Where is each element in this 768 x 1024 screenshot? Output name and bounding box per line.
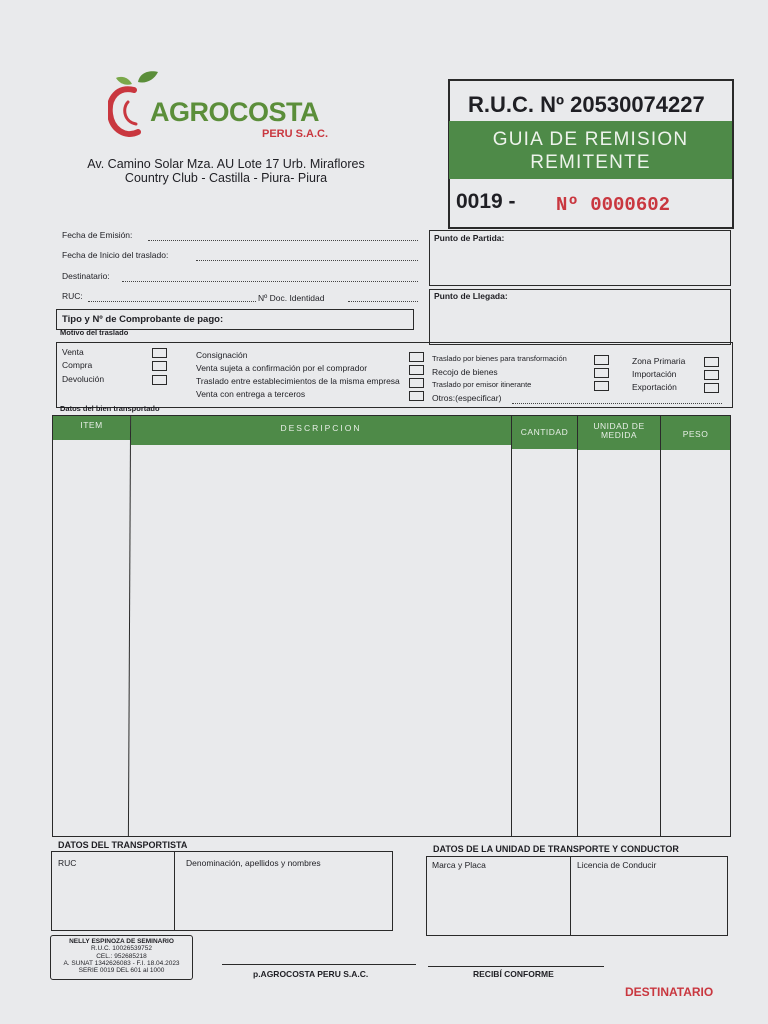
column-header-unidad: UNIDAD DE MEDIDA — [578, 416, 660, 450]
signature-line-remitente[interactable] — [222, 964, 416, 965]
fecha-emision-label: Fecha de Emisión: — [62, 230, 133, 240]
transportista-ruc-field[interactable] — [52, 868, 173, 930]
transportista-denominacion-label: Denominación, apellidos y nombres — [186, 858, 321, 868]
motivo-title: Motivo del traslado — [60, 328, 129, 337]
destinatario-field[interactable] — [122, 281, 418, 282]
motivo-emisor-itinerante: Traslado por emisor itinerante — [432, 380, 532, 389]
motivo-otros: Otros:(especificar) — [432, 393, 502, 403]
checkbox-devolucion[interactable] — [152, 375, 167, 385]
fecha-inicio-label: Fecha de Inicio del traslado: — [62, 250, 169, 260]
doc-identidad-label: Nº Doc. Identidad — [258, 293, 325, 303]
copy-destination-label: DESTINATARIO — [625, 985, 714, 999]
marca-placa-label: Marca y Placa — [432, 860, 486, 870]
motivo-transformacion: Traslado por bienes para transformación — [432, 354, 567, 363]
items-table — [52, 415, 731, 837]
ruc-number: R.U.C. Nº 20530074227 — [468, 92, 705, 117]
motivo-exportacion: Exportación — [632, 382, 677, 392]
series-number: 0019 - — [456, 190, 516, 213]
motivo-zona-primaria: Zona Primaria — [632, 356, 686, 366]
ruc-label: RUC: — [62, 291, 83, 301]
document-title-line-2: REMITENTE — [530, 152, 651, 173]
column-header-descripcion: DESCRIPCION — [131, 416, 511, 445]
doc-identidad-field[interactable] — [348, 301, 418, 302]
motivo-venta-terceros: Venta con entrega a terceros — [196, 389, 306, 399]
transportista-denominacion-field[interactable] — [176, 868, 392, 930]
brand-subtitle: PERU S.A.C. — [262, 128, 329, 140]
licencia-label: Licencia de Conducir — [577, 860, 657, 870]
fecha-inicio-field[interactable] — [196, 260, 418, 261]
otros-especificar-field[interactable] — [512, 403, 722, 404]
company-address — [48, 157, 404, 185]
licencia-field[interactable] — [572, 872, 727, 935]
motivo-consignacion: Consignación — [196, 350, 248, 360]
items-table-title: Datos del bien transportado — [60, 404, 160, 413]
punto-partida-label: Punto de Partida: — [434, 233, 505, 243]
document-number: Nº 0000602 — [556, 194, 671, 216]
checkbox-venta-terceros[interactable] — [409, 391, 424, 401]
checkbox-traslado-establecimientos[interactable] — [409, 378, 424, 388]
motivo-importacion: Importación — [632, 369, 677, 379]
motivo-devolucion: Devolución — [62, 374, 105, 384]
checkbox-compra[interactable] — [152, 361, 167, 371]
ruc-field[interactable] — [88, 301, 256, 302]
checkbox-consignacion[interactable] — [409, 352, 424, 362]
printer-sunat: A. SUNAT 1342626083 - F.I. 18.04.2023 — [63, 959, 180, 967]
checkbox-transformacion[interactable] — [594, 355, 609, 365]
printer-ruc: R.U.C. 10026539752 — [90, 945, 153, 953]
transportista-ruc-label: RUC — [58, 858, 77, 868]
column-header-cantidad: CANTIDAD — [512, 416, 577, 449]
checkbox-zona-primaria[interactable] — [704, 357, 719, 367]
motivo-recojo: Recojo de bienes — [432, 367, 498, 377]
checkbox-emisor-itinerante[interactable] — [594, 381, 609, 391]
column-header-peso: PESO — [661, 416, 730, 450]
printer-info-box — [50, 935, 193, 980]
checkbox-recojo[interactable] — [594, 368, 609, 378]
checkbox-venta-sujeta[interactable] — [409, 365, 424, 375]
brand-name: AGROCOSTA — [150, 97, 319, 127]
checkbox-importacion[interactable] — [704, 370, 719, 380]
destinatario-label: Destinatario: — [62, 271, 110, 281]
motivo-compra: Compra — [62, 360, 93, 370]
punto-llegada-label: Punto de Llegada: — [434, 291, 508, 301]
column-divider — [511, 416, 512, 836]
signature-remitente-label: p.AGROCOSTA PERU S.A.C. — [253, 969, 369, 979]
fecha-emision-field[interactable] — [148, 240, 418, 241]
comprobante-label: Tipo y Nº de Comprobante de pago: — [62, 314, 224, 325]
column-divider — [577, 416, 578, 836]
printer-name: NELLY ESPINOZA DE SEMINARIO — [69, 938, 174, 945]
document-title-band — [449, 121, 732, 179]
transportista-title: DATOS DEL TRANSPORTISTA — [58, 840, 188, 850]
address-line-2: Country Club - Castilla - Piura- Piura — [124, 171, 328, 185]
address-line-1: Av. Camino Solar Mza. AU Lote 17 Urb. Miraflores — [87, 157, 365, 171]
column-header-item: ITEM — [53, 416, 130, 440]
marca-placa-field[interactable] — [427, 872, 569, 935]
printer-serie: SERIE 0019 DEL 601 al 1000 — [78, 967, 165, 975]
checkbox-venta[interactable] — [152, 348, 167, 358]
recibi-conforme-label: RECIBÍ CONFORME — [473, 969, 554, 979]
printer-phone: CEL.: 952685218 — [96, 952, 147, 960]
motivo-venta: Venta — [62, 347, 84, 357]
motivo-venta-sujeta: Venta sujeta a confirmación por el comprador — [196, 363, 368, 373]
checkbox-exportacion[interactable] — [704, 383, 719, 393]
unidad-title: DATOS DE LA UNIDAD DE TRANSPORTE Y CONDUCTOR — [433, 844, 679, 854]
signature-line-recibi[interactable] — [428, 966, 604, 967]
document-title-line-1: GUIA DE REMISION — [492, 129, 689, 150]
column-divider — [660, 416, 661, 836]
motivo-traslado-establecimientos: Traslado entre establecimientos de la misma empresa — [196, 376, 400, 386]
